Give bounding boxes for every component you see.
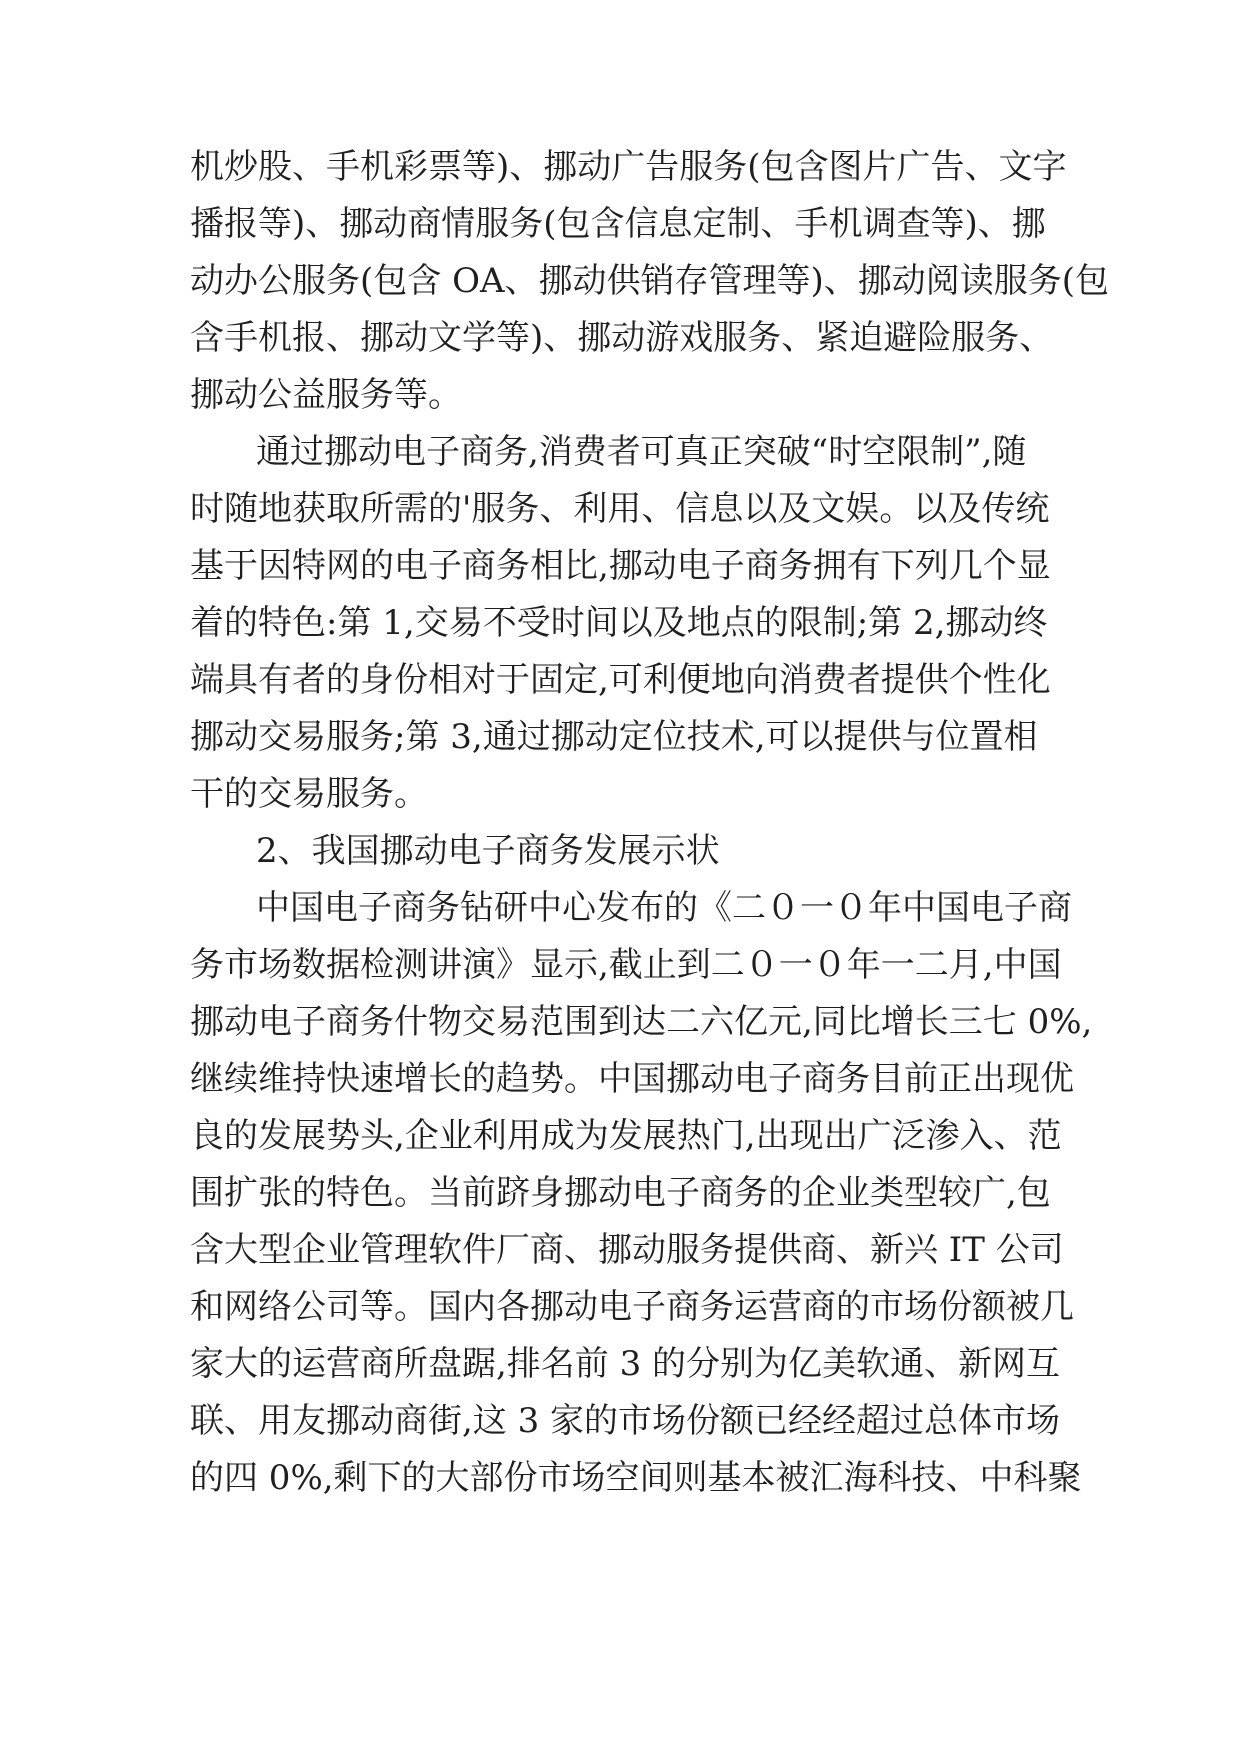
text-line: 基于因特网的电子商务相比,挪动电子商务拥有下列几个显 <box>190 546 1051 586</box>
text-line: 和网络公司等。国内各挪动电子商务运营商的市场份额被几 <box>190 1287 1074 1327</box>
text-line: 挪动公益服务等。 <box>190 375 462 415</box>
text-line: 联、用友挪动商街,这 3 家的市场份额已经经超过总体市场 <box>190 1401 1061 1441</box>
text-line: 动办公服务(包含 OA、挪动供销存管理等)、挪动阅读服务(包 <box>190 261 1110 301</box>
text-line: 良的发展势头,企业利用成为发展热门,出现出广泛渗入、范 <box>190 1116 1062 1156</box>
text-line: 务市场数据检测讲演》显示,截止到二０一０年一二月,中国 <box>190 945 1062 985</box>
text-line: 干的交易服务。 <box>190 774 428 814</box>
text-line: 含大型企业管理软件厂商、挪动服务提供商、新兴 IT 公司 <box>190 1230 1064 1270</box>
text-line: 时随地获取所需的'服务、利用、信息以及文娱。以及传统 <box>190 489 1050 529</box>
paragraph-first-line: 中国电子商务钻研中心发布的《二０一０年中国电子商 <box>256 888 1072 928</box>
paragraph-first-line: 通过挪动电子商务,消费者可真正突破“时空限制”,随 <box>256 432 1027 472</box>
text-line: 继续维持快速增长的趋势。中国挪动电子商务目前正出现优 <box>190 1059 1074 1099</box>
text-line: 挪动电子商务什物交易范围到达二六亿元,同比增长三七 0%, <box>190 1002 1093 1042</box>
text-line: 机炒股、手机彩票等)、挪动广告服务(包含图片广告、文字 <box>190 147 1067 187</box>
section-heading: 2、我国挪动电子商务发展示状 <box>256 831 720 871</box>
text-line: 围扩张的特色。当前跻身挪动电子商务的企业类型较广,包 <box>190 1173 1051 1213</box>
text-line: 着的特色:第 1,交易不受时间以及地点的限制;第 2,挪动终 <box>190 603 1048 643</box>
text-line: 的四 0%,剩下的大部份市场空间则基本被汇海科技、中科聚 <box>190 1458 1082 1498</box>
text-line: 挪动交易服务;第 3,通过挪动定位技术,可以提供与位置相 <box>190 717 1038 757</box>
text-line: 端具有者的身份相对于固定,可利便地向消费者提供个性化 <box>190 660 1051 700</box>
text-line: 播报等)、挪动商情服务(包含信息定制、手机调查等)、挪 <box>190 204 1046 244</box>
text-line: 家大的运营商所盘踞,排名前 3 的分别为亿美软通、新网互 <box>190 1344 1061 1384</box>
text-line: 含手机报、挪动文学等)、挪动游戏服务、紧迫避险服务、 <box>190 318 1054 358</box>
